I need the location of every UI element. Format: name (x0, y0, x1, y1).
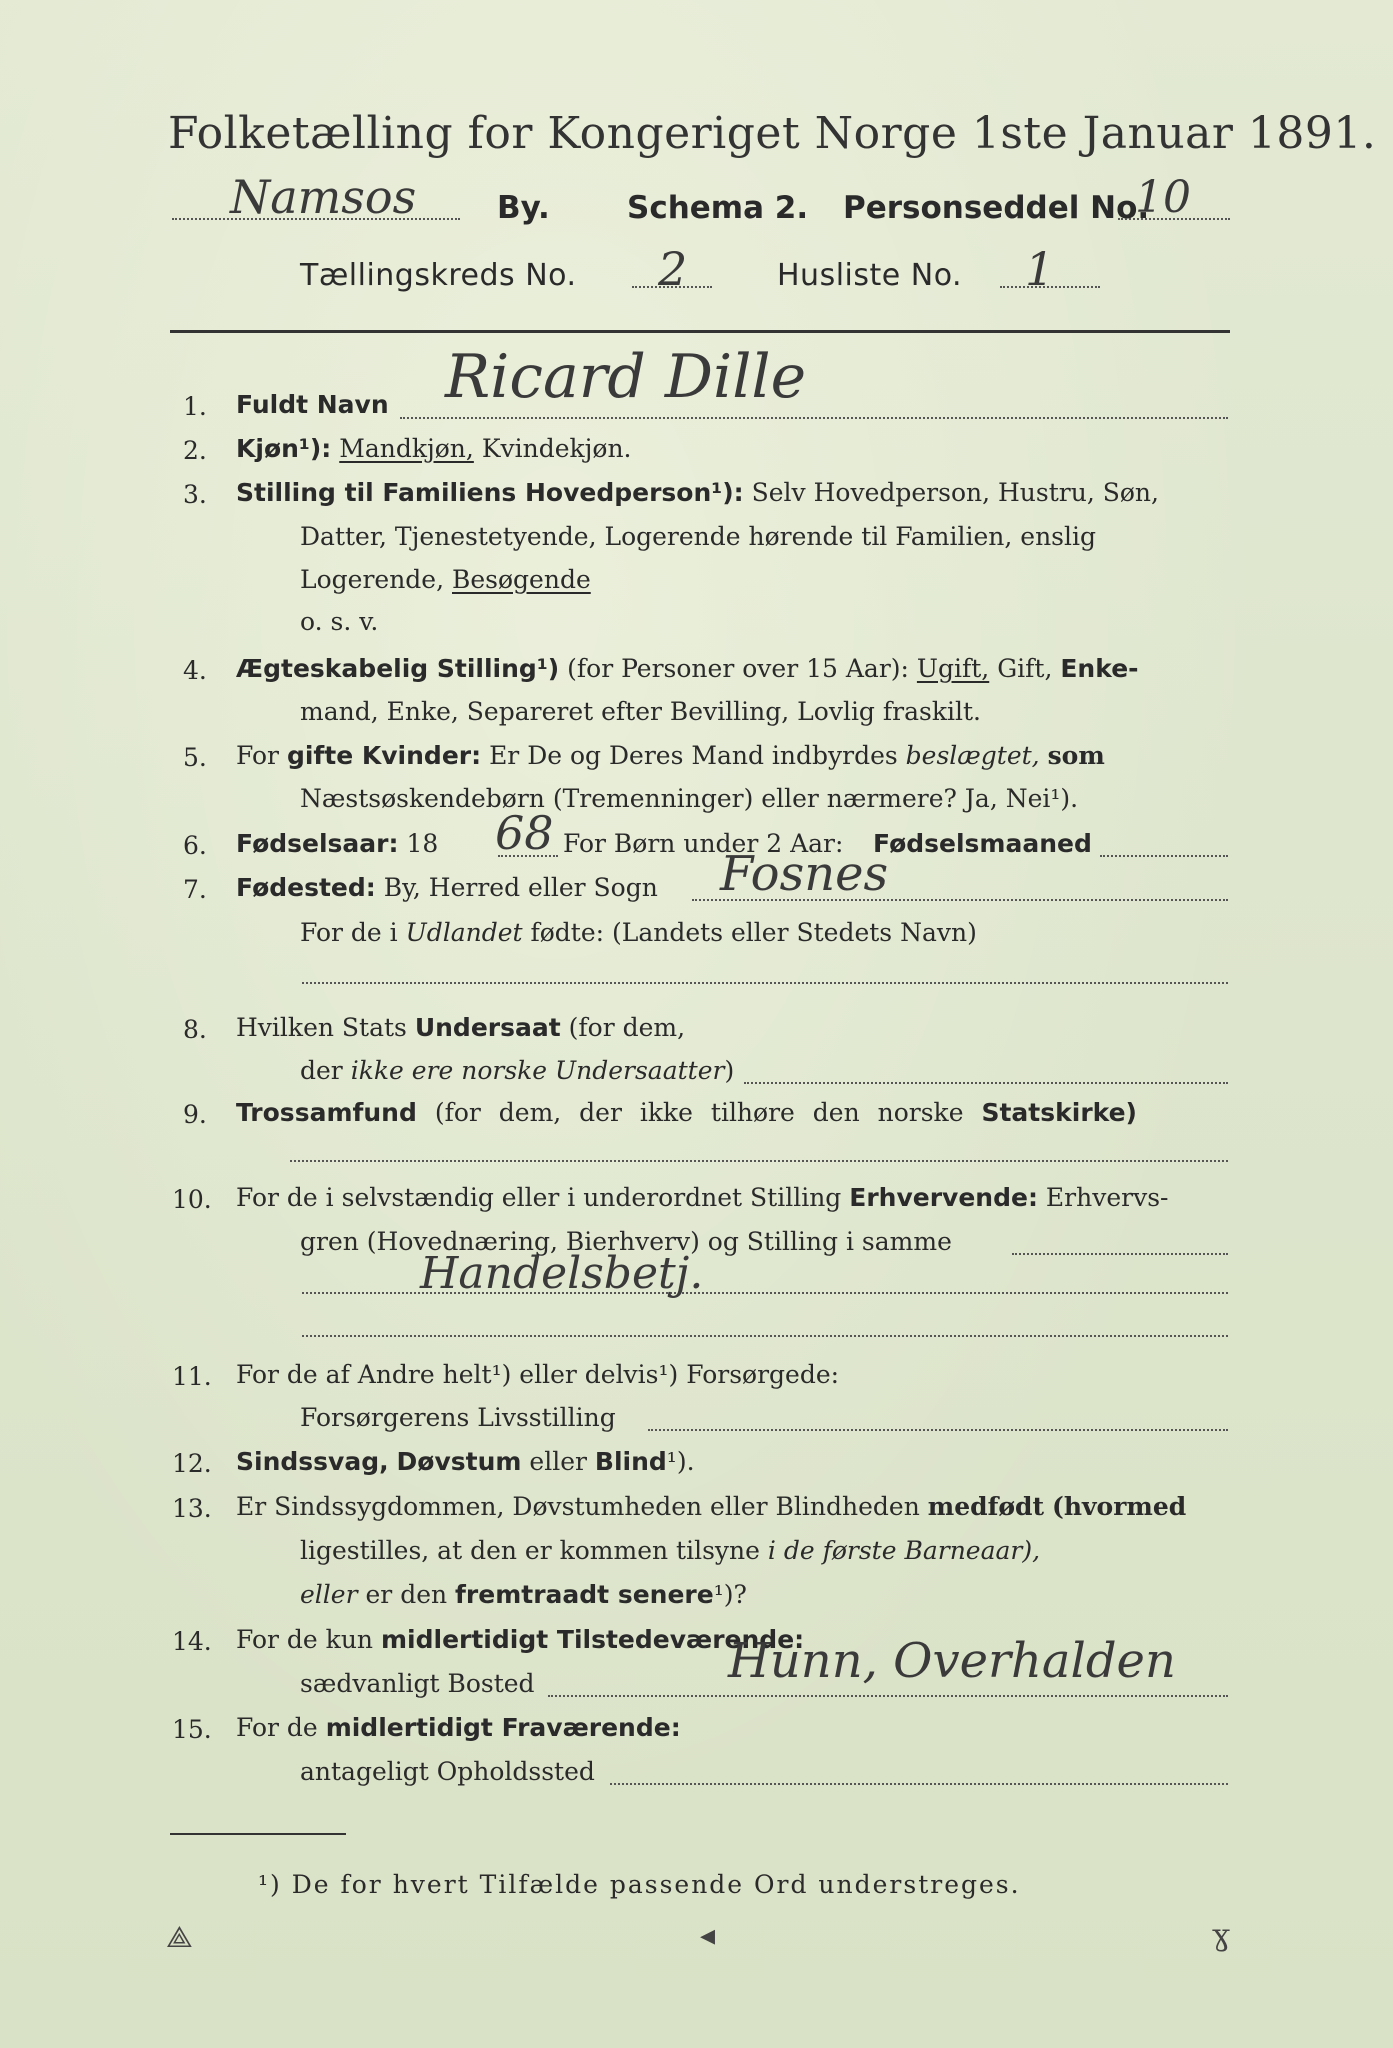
q1-label: Fuldt Navn (236, 390, 389, 419)
q13-er-den: er den (365, 1580, 448, 1609)
q10-extra-line (302, 1335, 1228, 1337)
q8-der: der (300, 1056, 343, 1085)
q11-number: 11. (172, 1362, 212, 1391)
q3-number: 3. (183, 480, 207, 509)
q12-number: 12. (172, 1449, 212, 1478)
q6-year-handwritten: 68 (495, 806, 554, 860)
q14-line2: sædvanligt Bosted (300, 1669, 535, 1698)
q13-row2 (300, 1538, 1040, 1563)
footnote-text: ¹) De for hvert Tilfælde passende Ord understreges. (258, 1870, 1021, 1899)
q5-number: 5. (183, 743, 207, 772)
q13-barneaar: i de første Barneaar), (767, 1536, 1041, 1565)
city-handwritten: Namsos (230, 170, 417, 224)
q10-erhvervende: Erhvervende: (849, 1183, 1038, 1212)
footnote-rule (170, 1833, 346, 1835)
q4-gift: Gift, (997, 654, 1053, 683)
q3-line2: Datter, Tjenestetyende, Logerende hørende til Familien, enslig (300, 522, 1097, 551)
registration-mark-left: ⟁ (166, 1920, 193, 1955)
q8-hvilken: Hvilken Stats (236, 1013, 407, 1042)
header-rule (170, 330, 1230, 333)
q15-for-de: For de (236, 1713, 318, 1742)
by-label: By. (497, 190, 550, 226)
q5-row1 (236, 743, 1105, 768)
q4-row1 (236, 656, 1139, 681)
q5-line2: Næstsøskendebørn (Tremenninger) eller nærmere? Ja, Nei¹). (300, 784, 1079, 813)
q2-number: 2. (183, 436, 207, 465)
q11-line1: For de af Andre helt¹) eller delvis¹) Forsørgede: (236, 1360, 840, 1389)
q13-fremtraadt: fremtraadt senere (455, 1580, 714, 1609)
q8-row2: der ikke ere norske Undersaatter) (300, 1056, 735, 1085)
form-title: Folketælling for Kongeriget Norge 1ste Januar 1891. (168, 108, 1377, 159)
q4-enke: Enke- (1060, 654, 1139, 683)
q3-label: Stilling til Familiens Hovedperson¹): (236, 478, 744, 507)
q15-fravaerende: midlertidigt Fraværende: (325, 1713, 681, 1742)
registration-mark-right: ɣ (1212, 1918, 1230, 1953)
q3-line1: Selv Hovedperson, Hustru, Søn, (751, 478, 1159, 507)
q14-tilstedevaerende: midlertidigt Tilstedeværende: (380, 1625, 805, 1654)
q4-number: 4. (183, 656, 207, 685)
q1-number: 1. (183, 392, 207, 421)
q3-row3 (300, 567, 591, 592)
q7-udlandet: Udlandet (405, 918, 523, 947)
q5-label: gifte Kvinder: (286, 741, 482, 770)
q2-option-kvindekjon: Kvindekjøn. (481, 434, 632, 463)
q13-row3 (300, 1582, 747, 1607)
q12-eller: eller (529, 1447, 587, 1476)
q13-row1 (236, 1494, 1186, 1519)
q5-for: For (236, 741, 279, 770)
q8-for-dem: (for dem, (568, 1013, 686, 1042)
q12-footnote-ref: ¹). (666, 1447, 695, 1476)
q3-besogende: Besøgende (452, 565, 591, 594)
q7-number: 7. (183, 875, 207, 904)
q10-row1 (236, 1185, 1168, 1210)
q10-line2: gren (Hovednæring, Bierhverv) og Stilling i samme (300, 1227, 952, 1256)
q3-osv: o. s. v. (300, 607, 379, 636)
q8-number: 8. (183, 1015, 207, 1044)
q1-answer-name: Ricard Dille (445, 342, 807, 412)
schema-label: Schema 2. (627, 190, 809, 226)
q14-number: 14. (172, 1627, 212, 1656)
q10-erhvervs: Erhvervs- (1045, 1183, 1169, 1212)
husliste-number: 1 (1025, 242, 1055, 296)
q3-logerende: Logerende, (300, 565, 445, 594)
q2-row (236, 436, 632, 461)
q10-line1a: For de i selvstændig eller i underordnet Stilling (236, 1183, 842, 1212)
q6-row (236, 831, 438, 856)
q15-answer-line (610, 1783, 1228, 1785)
q8-row1 (236, 1015, 685, 1040)
q7-foreign-line (302, 982, 1228, 984)
q15-line2: antageligt Opholdssted (300, 1757, 595, 1786)
q12-dovstum: Døvstum (396, 1447, 522, 1476)
q7-row1 (236, 875, 658, 900)
q10-number: 10. (172, 1185, 212, 1214)
q7-answer-handwritten: Fosnes (720, 846, 889, 902)
q13-line2a: ligestilles, at den er kommen tilsyne (300, 1536, 760, 1565)
q7-for-de-i: For de i (300, 918, 398, 947)
q6-number: 6. (183, 831, 207, 860)
q6-label2: Fødselsmaaned (873, 829, 1092, 858)
q5-som: som (1047, 741, 1105, 770)
q6-prefix: 18 (406, 829, 439, 858)
q14-row1 (236, 1627, 804, 1652)
q15-number: 15. (172, 1715, 212, 1744)
q14-answer-line (548, 1695, 1228, 1697)
q15-row1 (236, 1715, 681, 1740)
personseddel-label: Personseddel No. (843, 190, 1150, 226)
q9-line1: (for dem, der ikke tilhøre den norske (434, 1098, 964, 1127)
q6-mid: For Børn under 2 Aar: (563, 829, 844, 858)
q4-line1a: (for Personer over 15 Aar): (567, 654, 909, 683)
q10-answer-handwritten: Handelsbetj. (420, 1248, 704, 1299)
q2-label: Kjøn¹): (236, 434, 332, 463)
q9-answer-line (290, 1160, 1228, 1162)
q9-row1 (236, 1100, 1137, 1125)
personseddel-number: 10 (1135, 172, 1191, 223)
q10-line2-dots (1012, 1253, 1228, 1255)
q5-line1: Er De og Deres Mand indbyrdes (489, 741, 898, 770)
q11-line2: Forsørgerens Livsstilling (300, 1403, 616, 1432)
q4-ugift: Ugift, (916, 654, 990, 683)
taellingskreds-number: 2 (658, 242, 688, 296)
q9-label: Trossamfund (236, 1098, 417, 1127)
q5-beslaegtet: beslægtet, (905, 741, 1040, 770)
q13-hvormed: (hvormed (1052, 1492, 1187, 1521)
q7-line1: By, Herred eller Sogn (383, 873, 658, 902)
q12-sindssvag: Sindssvag, (236, 1447, 389, 1476)
q13-medfodt: medfødt (927, 1492, 1045, 1521)
q9-number: 9. (183, 1100, 207, 1129)
q12-row (236, 1449, 695, 1474)
q3-row1 (236, 480, 1159, 505)
q4-line2: mand, Enke, Separeret efter Bevilling, Lovlig fraskilt. (300, 697, 981, 726)
q13-line1a: Er Sindssygdommen, Døvstumheden eller Blindheden (236, 1492, 920, 1521)
q7-line2: fødte: (Landets eller Stedets Navn) (530, 918, 977, 947)
q14-for-de-kun: For de kun (236, 1625, 374, 1654)
q7-label: Fødested: (236, 873, 376, 902)
q7-row2 (300, 920, 977, 945)
q2-option-mandkjon: Mandkjøn, (339, 434, 474, 463)
q6-month-line (1100, 855, 1228, 857)
husliste-label: Husliste No. (777, 258, 963, 293)
q8-ikke-norske: ikke ere norske Undersaatter (350, 1056, 725, 1085)
q8-undersaat: Undersaat (414, 1013, 561, 1042)
q13-number: 13. (172, 1494, 212, 1523)
q12-blind: Blind (594, 1447, 667, 1476)
q11-answer-line (648, 1429, 1228, 1431)
taellingskreds-label: Tællingskreds No. (300, 258, 577, 293)
q13-footnote-ref: ¹)? (713, 1580, 747, 1609)
q9-statskirke: Statskirke) (981, 1098, 1137, 1127)
q13-eller: eller (300, 1580, 358, 1609)
q14-answer-handwritten: Hunn, Overhalden (728, 1633, 1176, 1689)
q1-answer-line (400, 417, 1228, 419)
registration-mark-center: ◂ (700, 1918, 716, 1953)
q6-label: Fødselsaar: (236, 829, 399, 858)
q4-label: Ægteskabelig Stilling¹) (236, 654, 560, 683)
q8-answer-line (744, 1082, 1228, 1084)
